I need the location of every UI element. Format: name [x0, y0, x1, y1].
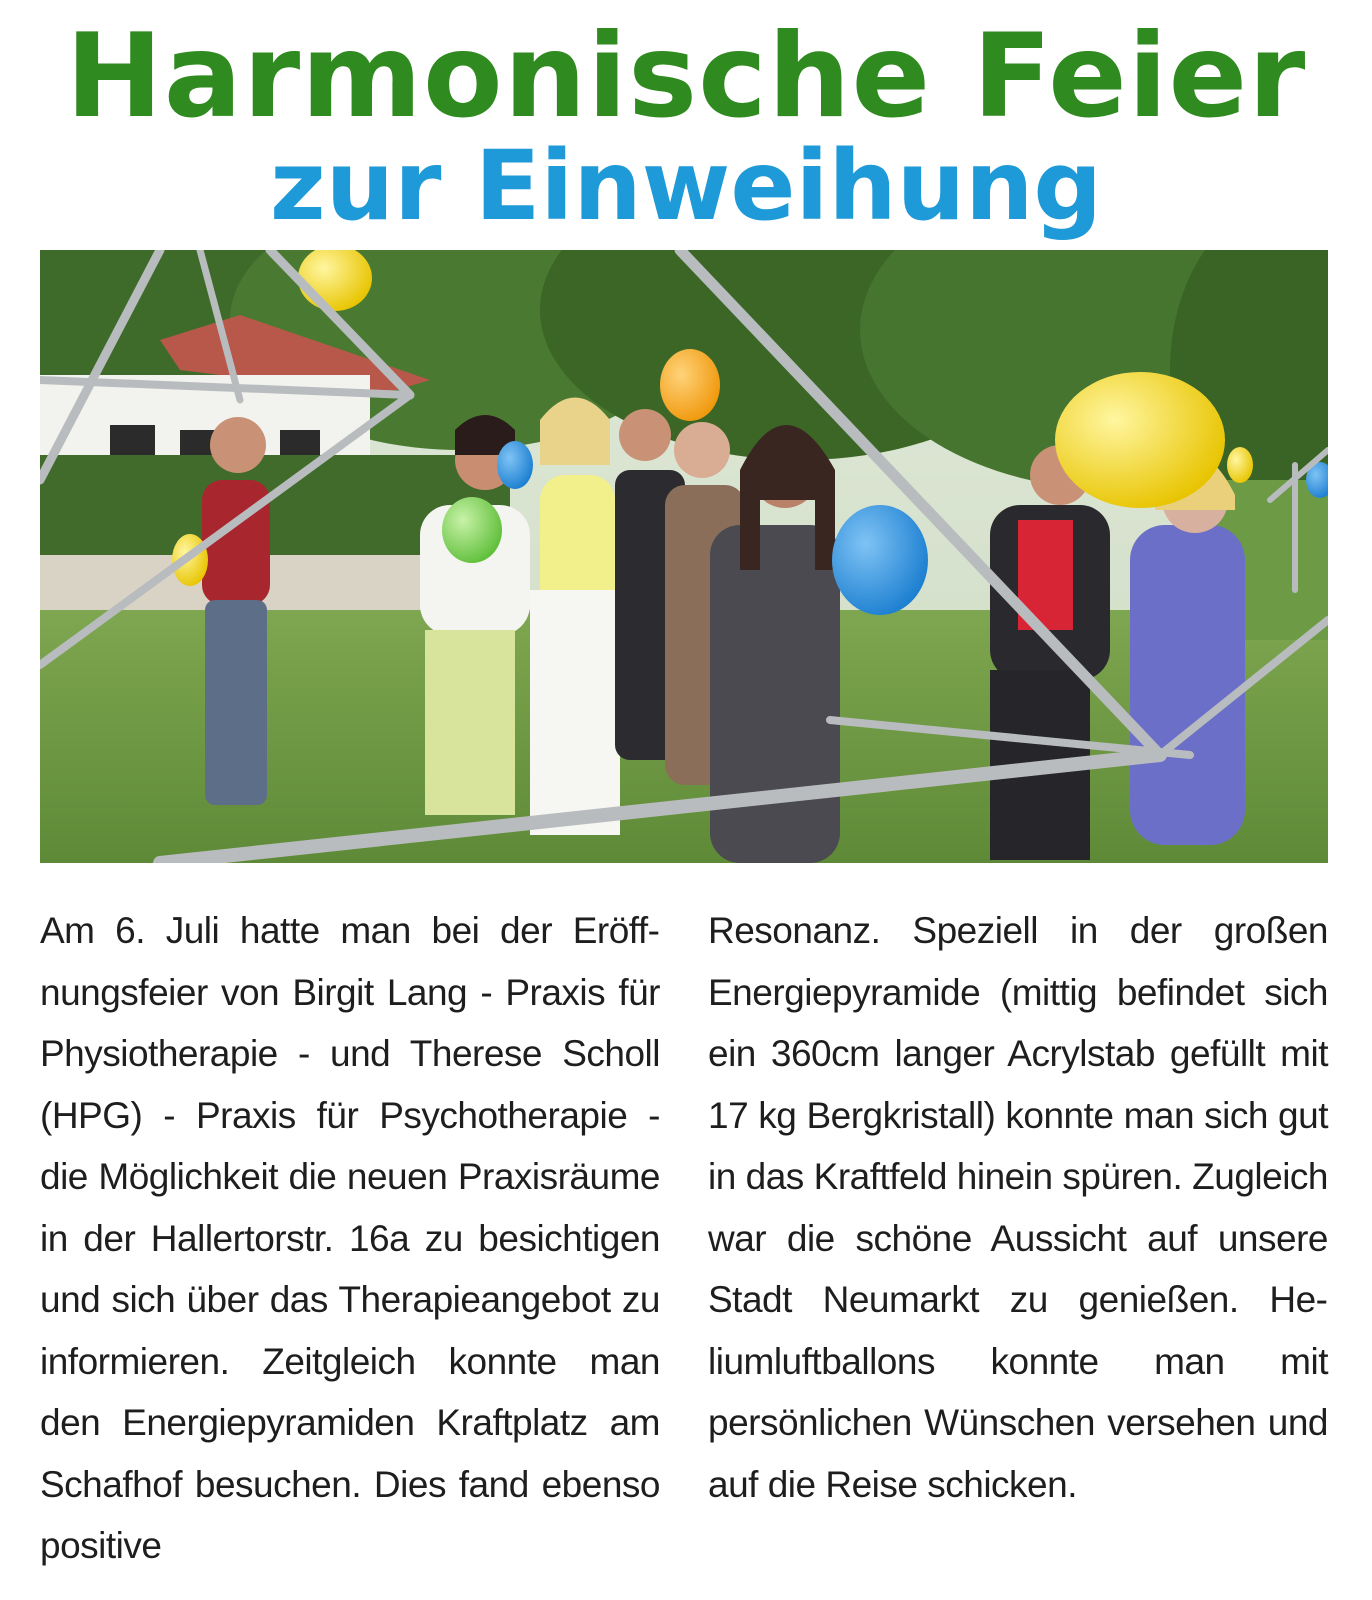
headline-sub: zur Einweihung: [269, 130, 1103, 242]
article-photo: [40, 250, 1328, 863]
article-paragraph-2: Resonanz. Speziell in der großen Energiepyramide (mittig befindet sich ein 360cm langer Acrylstab gefüllt mit 17 kg Bergkristall) konnte man sich gut in das Kraftfeld hinein spüren. Zugleich war die schöne Aussicht auf unsere Stadt Neumarkt zu genießen. Heliumluftballons konnte man mit persönlichen Wünschen versehen und auf die Reise schicken.: [708, 910, 1328, 1505]
article-column-2: [708, 900, 1328, 1590]
article-paragraph-1: Am 6. Juli hatte man bei der Eröffnungsfeier von Birgit Lang - Praxis für Physiotherapie - und Therese Scholl (HPG) - Praxis für Psychotherapie - die Möglichkeit die neuen Praxisräume in der Hallertorstr. 16a zu besichtigen und sich über das Therapieangebot zu informieren. Zeitgleich konnte man den Energiepyramiden Kraftplatz am Schafhof besuchen. Dies fand ebenso positive: [40, 910, 660, 1566]
article-body: [40, 900, 1328, 1590]
article-column-1: [40, 900, 660, 1590]
headline-main: Harmonische Feier: [65, 9, 1307, 144]
